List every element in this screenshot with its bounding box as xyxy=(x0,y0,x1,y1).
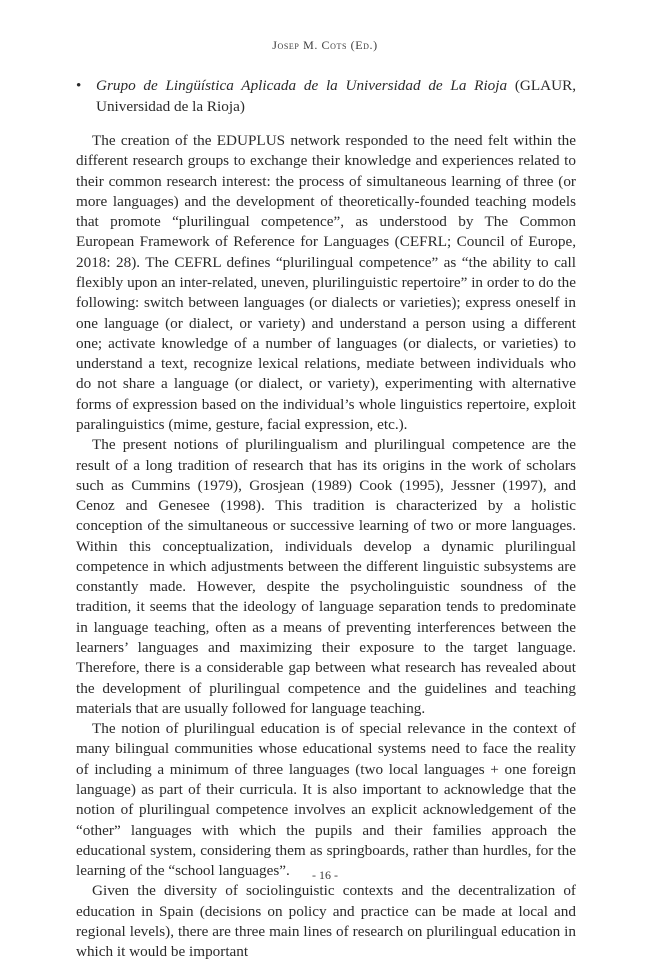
body-text xyxy=(76,131,576,963)
page-number: - 16 - xyxy=(312,868,338,882)
bullet-italic-text: Grupo de Lingüística Aplicada de la Universidad de La Rioja xyxy=(96,77,508,94)
running-head: Josep M. Cots (Ed.) xyxy=(272,38,378,52)
bullet-symbol: • xyxy=(76,77,82,94)
paragraph-4: Given the diversity of sociolinguistic contexts and the decentralization of education in Spain (decisions on policy and practice can be made at local and regional levels), there are three main lines of research on plurilingual education in which it would be important xyxy=(76,882,576,961)
bullet-plain-text: (GLAUR, Universidad de la Rioja) xyxy=(96,77,576,115)
bullet-text xyxy=(96,76,576,117)
paragraph-2: The present notions of plurilingualism and plurilingual competence are the result of a long tradition of research that has its origins in the work of scholars such as Cummins (1979), Grosjean (1989) Cook (1995), Jessner (1997), and Cenoz and Genesee (1998). This tradition is characterized by a holistic conception of the simultaneous or successive learning of two or more languages. Within this conceptualization, individuals develop a dynamic plurilingual competence in which adjustments between the different linguistic subsystems are constantly made. However, despite the psycholinguistic soundness of the tradition, it seems that the ideology of language separation tends to predominate in language teaching, often as a means of preventing interferences between the learners’ languages and maximizing their exposure to the target language. Therefore, there is a considerable gap between what research has revealed about the development of plurilingual competence and the guidelines and teaching materials that are usually followed for language teaching. xyxy=(76,436,576,717)
paragraph-1: The creation of the EDUPLUS network responded to the need felt within the different research groups to exchange their knowledge and experiences related to their common research interest: the process of simultaneous learning of three (or more languages) and the development of theoretically-founded teaching models that promote “plurilingual competence”, as understood by The Common European Framework of Reference for Languages (CEFRL; Council of Europe, 2018: 28). The CEFRL defines “plurilingual competence” as “the ability to call flexibly upon an inter-related, uneven, plurilinguistic repertoire” in order to do the following: switch between languages (or dialects or varieties); express oneself in one language (or dialect, or variety) and understand a person using a different one; activate knowledge of a number of languages (or dialects, or varieties) to understand a text, recognize lexical relations, mediate between individuals who do not share a language (or dialect, or variety), experimenting with alternative forms of expression based on the individual’s whole linguistics repertoire, exploit paralinguistics (mime, gesture, facial expression, etc.). xyxy=(76,132,576,433)
bullet-item xyxy=(76,76,576,117)
paragraph-3: The notion of plurilingual education is of special relevance in the context of many bilingual communities whose educational systems need to face the reality of including a minimum of three languages (two local languages + one foreign language) as part of their curricula. It is also important to acknowledge that the notion of plurilingual competence involves an explicit acknowledgement of the “other” languages with which the pupils and their families approach the educational system, considering them as springboards, rather than hurdles, for the learning of the “school languages”. xyxy=(76,720,576,880)
